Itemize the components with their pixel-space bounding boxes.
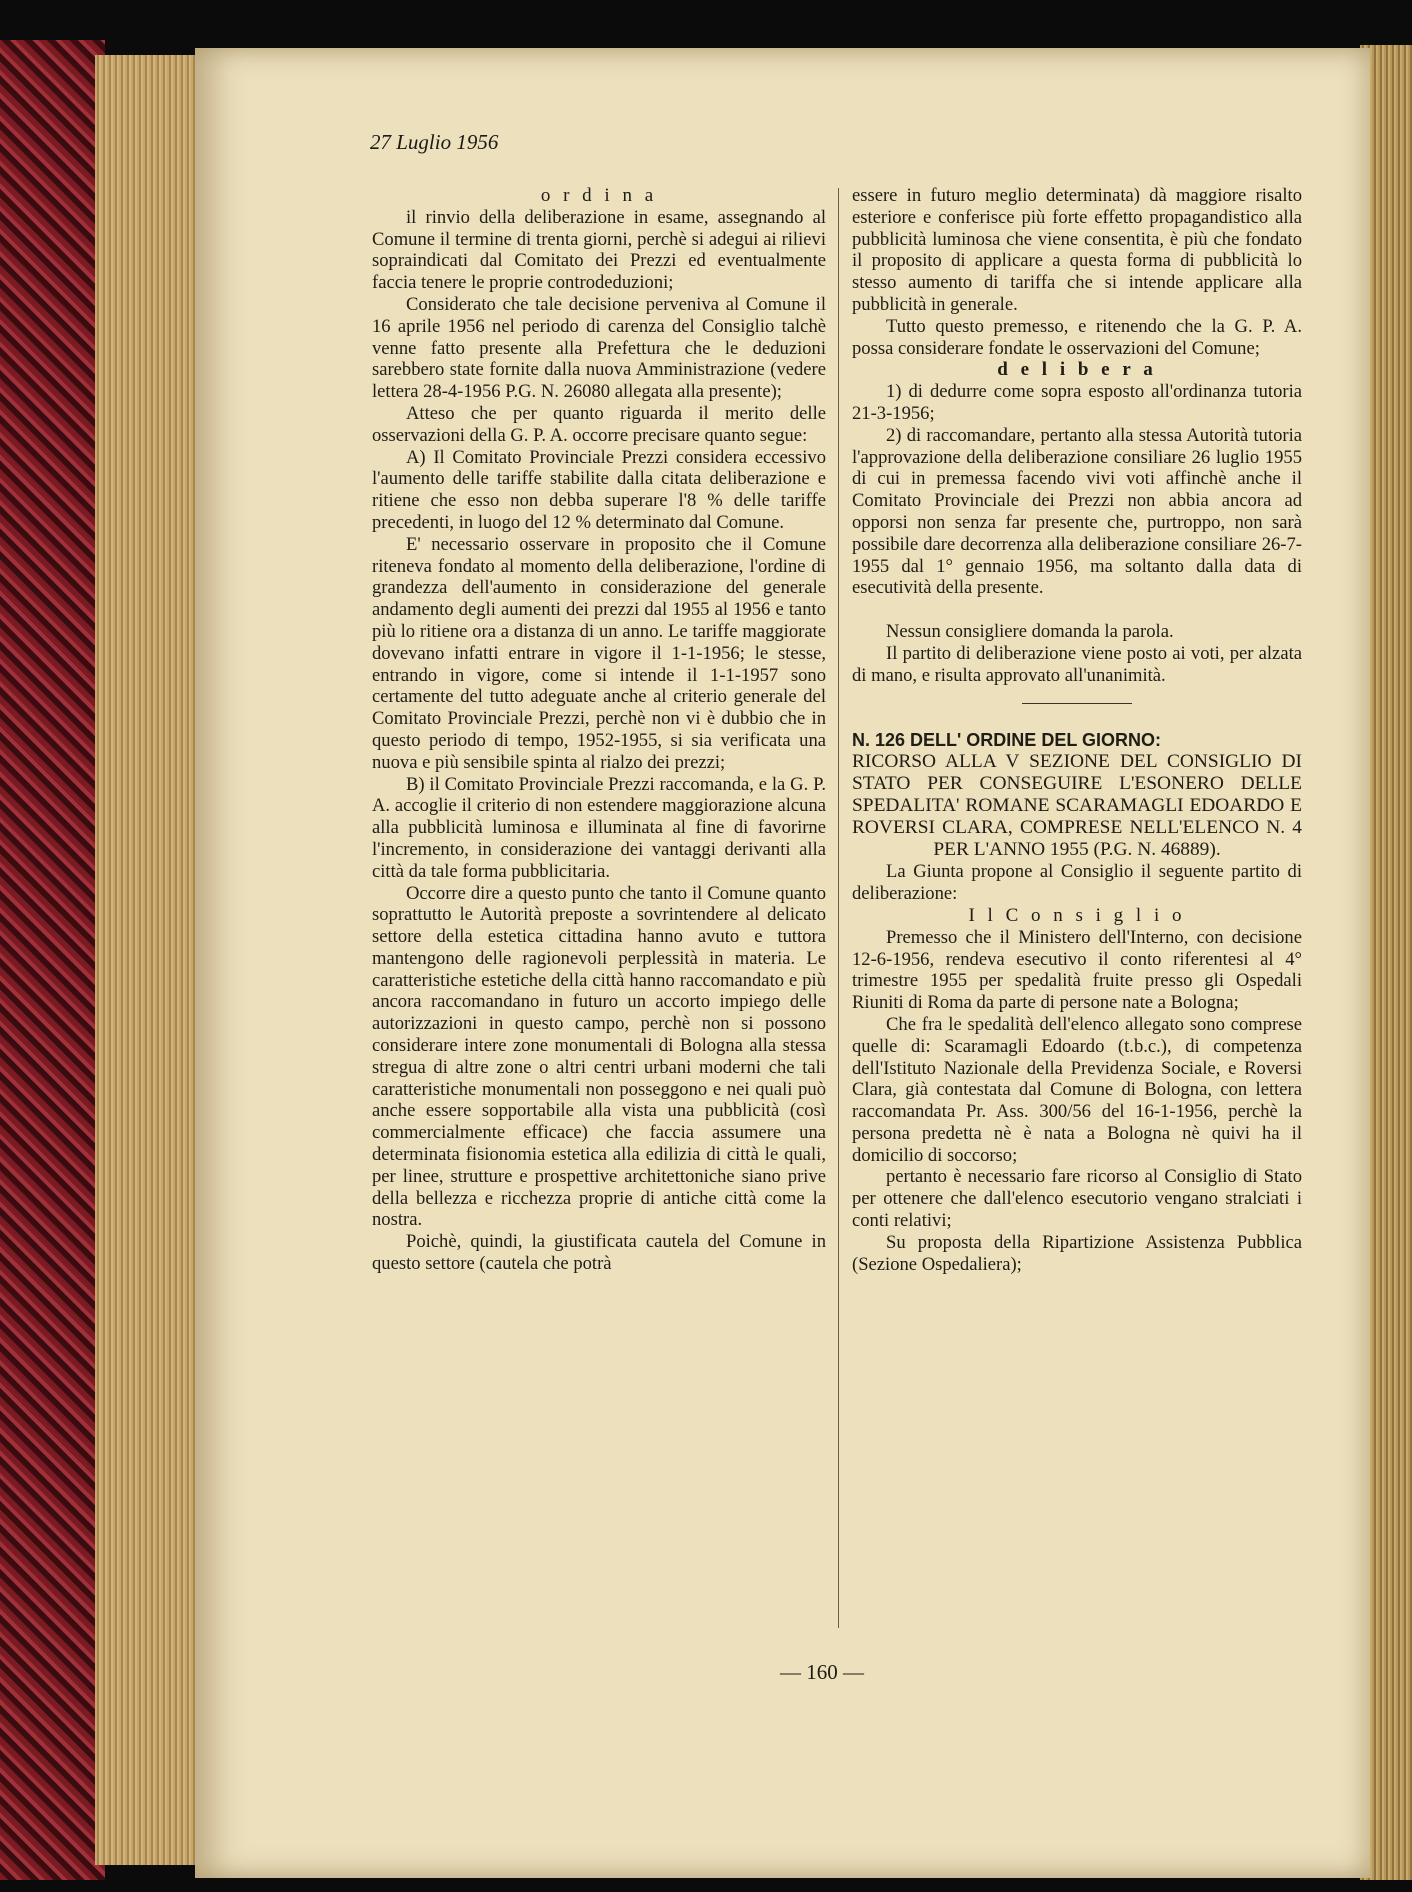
agenda-item-title: RICORSO ALLA V SEZIONE DEL CONSIGLIO DI STATO PER CONSEGUIRE L'ESONERO DELLE SPEDALITA' ROMANE SCARAMAGLI EDOARDO E ROVERSI CLARA, COMPRESE NELL'ELENCO N. 4 PER L'ANNO 1955 (P.G. N. 46889). [852,751,1302,861]
book-binding [0,40,105,1880]
paragraph: Poichè, quindi, la giustificata cautela del Comune in questo settore (cautela che potrà [372,1231,826,1275]
page-number: — 160 — [780,1660,864,1684]
left-column [372,185,826,1275]
delibera-item: 1) di dedurre come sopra esposto all'ordinanza tutoria 21-3-1956; [852,381,1302,424]
paragraph: E' necessario osservare in proposito che il Comune riteneva fondato al momento della deliberazione, l'ordine di grandezza dell'aumento in considerazione del generale andamento degli aumenti dei prezzi dal 1955 al 1956 e tanto più lo ritiene ora a distanza di un anno. Le tariffe maggiorate dovevano infatti entrare in vigore il 1-1-1956; le stesse, entrando in vigore, come si intende il 1-1-1957 sono certamente del tutto adeguate anche al criterio generale del Comitato Provinciale Prezzi, perchè non vi è dubbio che in questo periodo di tempo, 1952-1955, si sia verificata una nuova e più sensibile spinta al rialzo dei prezzi; [372,533,826,773]
paragraph: essere in futuro meglio determinata) dà maggiore risalto esteriore e conferisce più forte effetto propagandistico alla pubblicità luminosa che viene consentita, è più che fondato il proposito di applicare a questa forma di pubblicità lo stesso aumento di tariffa che si intende applicare alla pubblicità in generale. [852,185,1302,315]
delibera-heading: d e l i b e r a [997,359,1157,381]
paragraph: La Giunta propone al Consiglio il seguente partito di deliberazione: [852,861,1302,905]
paragraph: Considerato che tale decisione perveniva al Comune il 16 aprile 1956 nel periodo di carenza del Consiglio talchè venne fatto presente alla Prefettura che le deduzioni sarebbero state fornite dalla nuova Amministrazione (vedere lettera 28-4-1956 P.G. N. 26080 allegata alla presente); [372,293,826,403]
paragraph: Premesso che il Ministero dell'Interno, con decisione 12-6-1956, rendeva esecutivo il conto riferentesi al 4° trimestre 1955 per spedalità fruite presso gli Ospedali Riuniti di Roma da parte di persone nate a Bologna; [852,926,1302,1014]
paragraph: Tutto questo premesso, e ritenendo che la G. P. A. possa considerare fondate le osservazioni del Comune; [852,315,1302,359]
paragraph: Atteso che per quanto riguarda il merito delle osservazioni della G. P. A. occorre precisare quanto segue: [372,402,826,446]
section-rule [1022,703,1132,704]
delibera-item: 2) di raccomandare, pertanto alla stessa Autorità tutoria l'approvazione della deliberazione consiliare 26 luglio 1955 di cui in premessa facendo vivi voti affinchè anche il Comitato Provinciale dei Prezzi non abbia ancora ad opporsi non senza far presente che, purtroppo, non sarà possibile dare decorrenza alla deliberazione consiliare 26-7-1955 dal 1° gennaio 1956, ma soltanto dalla data di esecutività della presente. [852,424,1302,599]
consiglio-heading: I l C o n s i g l i o [968,904,1186,926]
paragraph: Che fra le spedalità dell'elenco allegato sono comprese quelle di: Scaramagli Edoardo (t.b.c.), di competenza dell'Istituto Nazionale della Previdenza Sociale, e Roversi Clara, già contestata dal Comune di Bologna, con lettera raccomandata Pr. Ass. 300/56 del 16-1-1956, perchè la persona predetta nè è nata a Bologna nè quivi ha il domicilio di soccorso; [852,1013,1302,1166]
paragraph: A) Il Comitato Provinciale Prezzi considera eccessivo l'aumento delle tariffe stabilite dalla citata deliberazione e ritiene che esso non debba superare l'8 % delle tariffe precedenti, in luogo del 12 % determinato dal Comune. [372,446,826,533]
paragraph: B) il Comitato Provinciale Prezzi raccomanda, e la G. P. A. accoglie il criterio di non estendere maggiorazione alcuna alla pubblicità luminosa e illuminata al fine di favorirne l'incremento, in considerazione dei vantaggi derivanti alla città da tale forma pubblicitaria. [372,773,826,882]
paragraph: Su proposta della Ripartizione Assistenza Pubblica (Sezione Ospedaliera); [852,1231,1302,1275]
agenda-item-number: N. 126 DELL' ORDINE DEL GIORNO: [852,729,1161,750]
paragraph: Occorre dire a questo punto che tanto il Comune quanto soprattutto le Autorità preposte a sovrintendere al delicato settore della estetica cittadina hanno avuto e tuttora mantengono delle ragionevoli perplessità in materia. Le caratteristiche estetiche della città hanno raccomandato e più ancora raccomandano in futuro un accorto impiego delle autorizzazioni in questo campo, perchè non si possono considerare intere zone monumentali di Bologna alla stessa stregua di altre zone o altri centri urbani moderni che tali caratteristiche monumentali non posseggono e nei quali può anche essere sopportabile alla vista una pubblicità (così commercialmente efficace) che faccia assumere una determinata fisionomia estetica alla edilizia di città le quali, per linee, strutture e prospettive architettoniche siano prive della bellezza e ricchezza proprie di antiche città come la nostra. [372,882,826,1231]
page-header-date: 27 Luglio 1956 [370,130,499,154]
ordina-heading: o r d i n a [540,185,658,206]
paragraph: Il partito di deliberazione viene posto ai voti, per alzata di mano, e risulta approvato all'unanimità. [852,642,1302,686]
paragraph: Nessun consigliere domanda la parola. [886,621,1174,643]
paragraph: il rinvio della deliberazione in esame, assegnando al Comune il termine di trenta giorni, perchè si adegui ai rilievi sopraindicati dal Comitato dei Prezzi ed eventualmente faccia tenere le proprie controdeduzioni; [372,206,826,294]
right-column [852,185,1302,1275]
paragraph: pertanto è necessario fare ricorso al Consiglio di Stato per ottenere che dall'elenco esecutorio vengano stralciati i conti relativi; [852,1166,1302,1232]
page-edges-left [95,55,200,1865]
column-divider [838,188,839,1628]
